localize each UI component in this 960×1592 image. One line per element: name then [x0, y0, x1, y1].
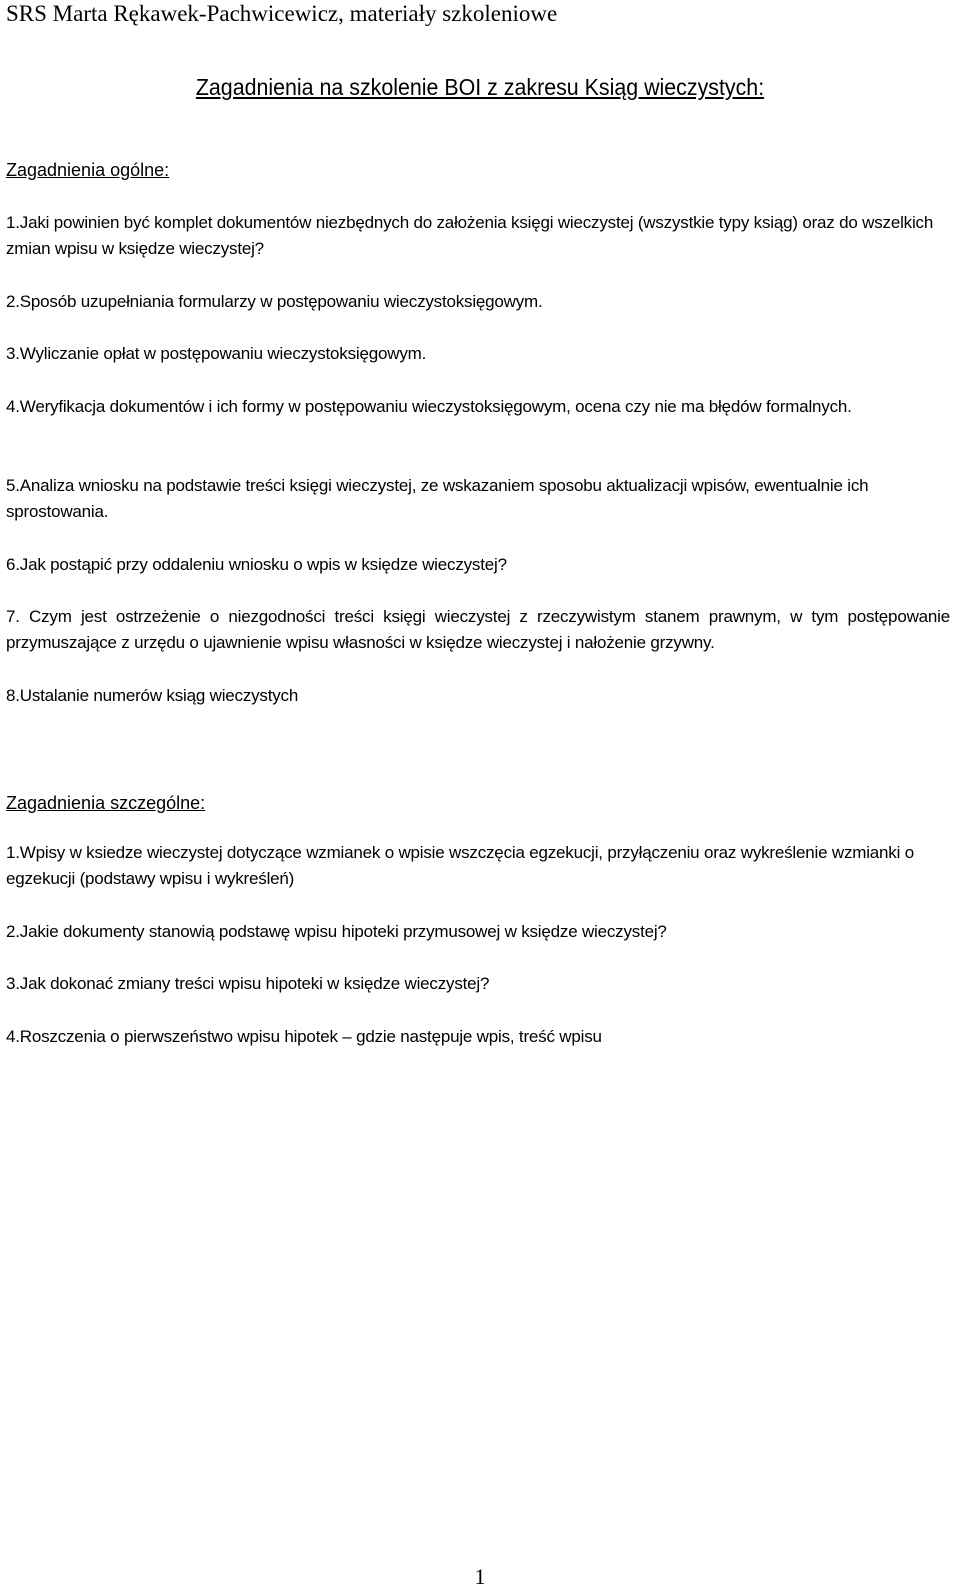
specific-item-4: 4.Roszczenia o pierwszeństwo wpisu hipotek – gdzie następuje wpis, treść wpisu	[6, 1027, 602, 1046]
general-item-3: 3.Wyliczanie opłat w postępowaniu wieczystoksięgowym.	[6, 344, 427, 363]
document-title: Zagadnienia na szkolenie BOI z zakresu Ksiąg wieczystych:	[195, 74, 765, 100]
section-heading-specific: Zagadnienia szczególne:	[6, 793, 206, 813]
general-item-7: 7. Czym jest ostrzeżenie o niezgodności treści księgi wieczystej z rzeczywistym stanem prawnym, w tym postępowanie przymuszające z urzędu o ujawnienie wpisu własności w księdze wieczystej i nałożenie grzywny.	[6, 607, 950, 652]
general-item-5: 5.Analiza wniosku na podstawie treści księgi wieczystej, ze wskazaniem sposobu aktualizacji wpisów, ewentualnie ich sprostowania.	[6, 476, 869, 521]
page-header: SRS Marta Rękawek-Pachwicewicz, materiały szkoleniowe	[6, 1, 558, 26]
general-item-1: 1.Jaki powinien być komplet dokumentów niezbędnych do założenia księgi wieczystej (wszystkie typy ksiąg) oraz do wszelkich zmian wpisu w księdze wieczystej?	[6, 213, 934, 258]
specific-item-1: 1.Wpisy w ksiedze wieczystej dotyczące wzmianek o wpisie wszczęcia egzekucji, przyłączeniu oraz wykreślenie wzmianki o egzekucji (podstawy wpisu i wykreśleń)	[6, 843, 914, 888]
general-item-8: 8.Ustalanie numerów ksiąg wieczystych	[6, 686, 299, 705]
general-item-6: 6.Jak postąpić przy oddaleniu wniosku o wpis w księdze wieczystej?	[6, 555, 507, 574]
general-item-4: 4.Weryfikacja dokumentów i ich formy w postępowaniu wieczystoksięgowym, ocena czy nie ma błędów formalnych.	[6, 397, 852, 416]
section-heading-general: Zagadnienia ogólne:	[6, 160, 170, 180]
specific-item-2: 2.Jakie dokumenty stanowią podstawę wpisu hipoteki przymusowej w księdze wieczystej?	[6, 922, 667, 941]
page-number: 1	[474, 1564, 486, 1589]
general-item-2: 2.Sposób uzupełniania formularzy w postępowaniu wieczystoksięgowym.	[6, 292, 543, 311]
specific-item-3: 3.Jak dokonać zmiany treści wpisu hipoteki w księdze wieczystej?	[6, 974, 490, 993]
